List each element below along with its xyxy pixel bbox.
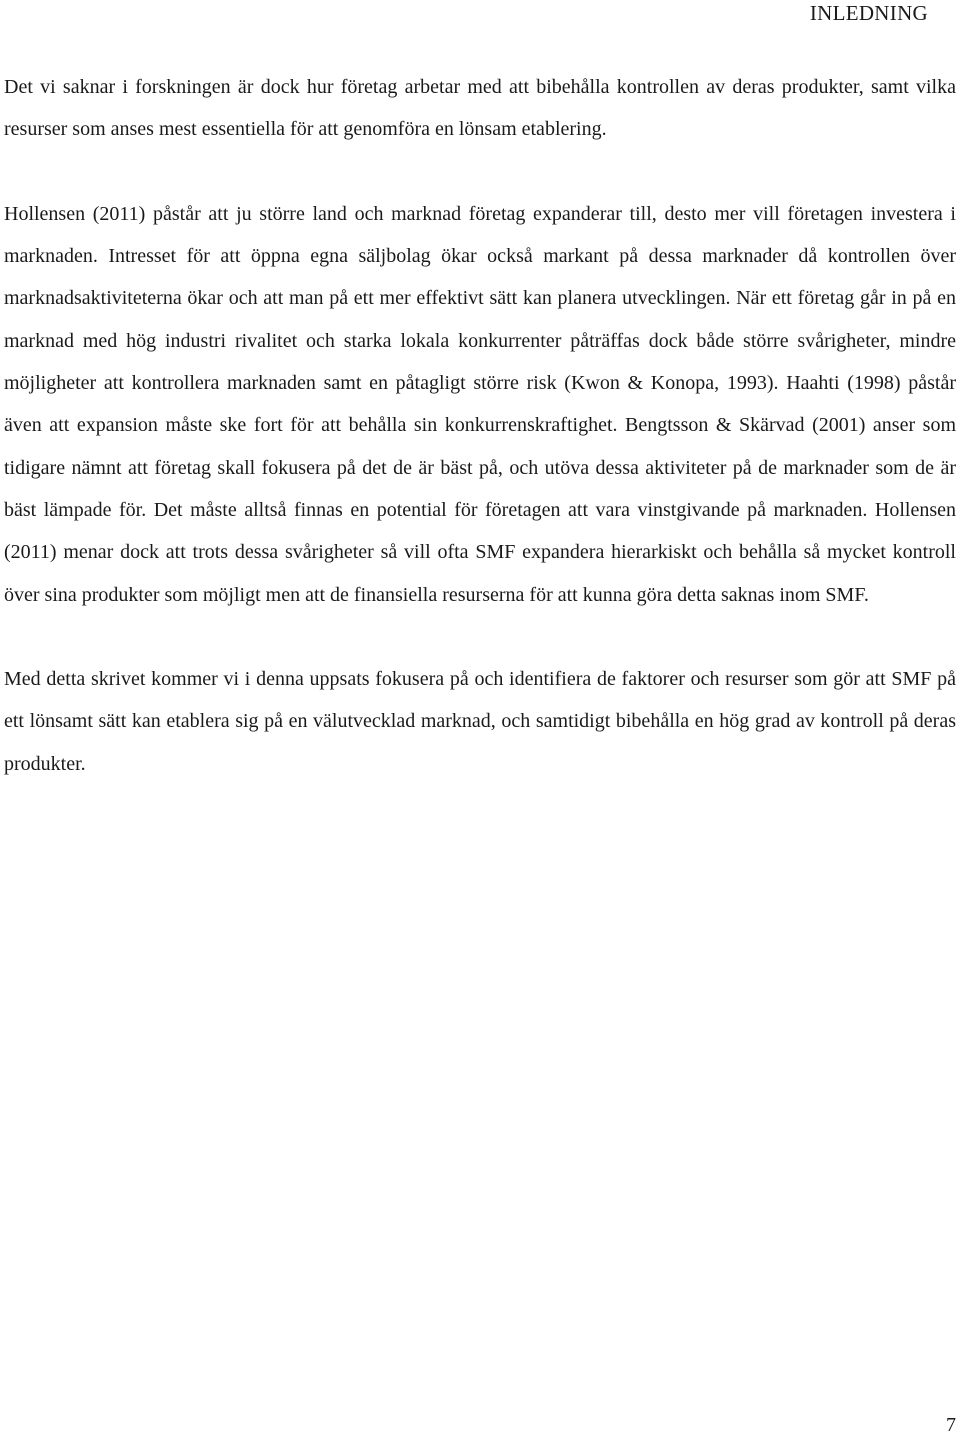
paragraph-research-gap: Det vi saknar i forskningen är dock hur företag arbetar med att bibehålla kontrollen av deras produkter, samt vilka resurser som anses mest essentiella för att genomföra en lönsam etablering. (4, 76, 956, 141)
body-text (4, 66, 956, 785)
paragraph-background: Hollensen (2011) påstår att ju större land och marknad företag expanderar till, desto mer vill företagen investera i marknaden. Intresset för att öppna egna säljbolag ökar också markant på dessa marknader då kontrollen över marknadsaktiviteterna ökar och att man på ett mer effektivt sätt kan planera utvecklingen. När ett företag går in på en marknad med hög industri rivalitet och starka lokala konkurrenter påträffas dock både större svårigheter, mindre möjligheter att kontrollera marknaden samt en påtagligt större risk (Kwon & Konopa, 1993). Haahti (1998) påstår även att expansion måste ske fort för att behålla sin konkurrenskraftighet. Bengtsson & Skärvad (2001) anser som tidigare nämnt att företag skall fokusera på det de är bäst på, och utöva dessa aktiviteter på de marknader som de är bäst lämpade för. Det måste alltså finnas en potential för företagen att vara vinstgivande på marknaden. Hollensen (2011) menar dock att trots dessa svårigheter så vill ofta SMF expandera hierarkiskt och behålla så mycket kontroll över sina produkter som möjligt men att de finansiella resurserna för att kunna göra detta saknas inom SMF. (4, 202, 956, 606)
paragraph-purpose: Med detta skrivet kommer vi i denna uppsats fokusera på och identifiera de faktorer och resurser som gör att SMF på ett lönsamt sätt kan etablera sig på en välutvecklad marknad, och samtidigt bibehålla en hög grad av kontroll på deras produkter. (4, 668, 956, 775)
running-header: INLEDNING (809, 1, 928, 25)
page-number: 7 (946, 1414, 956, 1436)
